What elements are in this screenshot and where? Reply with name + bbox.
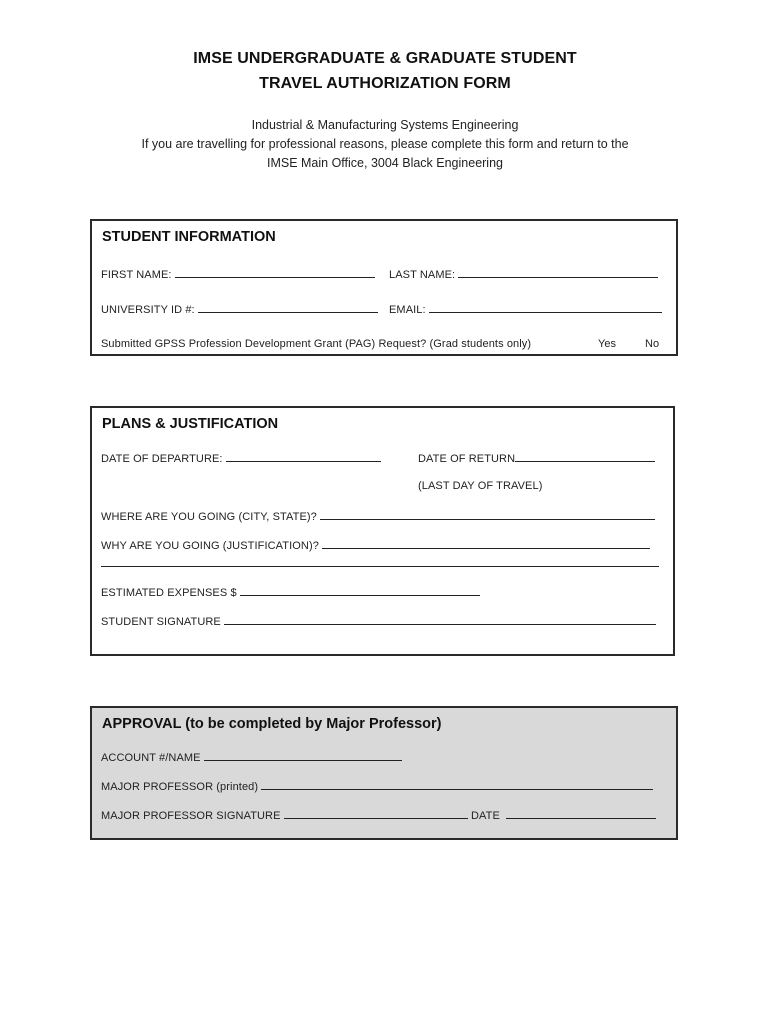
departure-date-label: DATE OF DEPARTURE: [101, 453, 223, 465]
pag-question: Submitted GPSS Profession Development Grant (PAG) Request? (Grad students only) [101, 338, 532, 350]
destination-line[interactable] [320, 509, 655, 520]
destination-label: WHERE ARE YOU GOING (CITY, STATE)? [101, 511, 317, 523]
university-id-label: UNIVERSITY ID #: [101, 304, 195, 316]
professor-signature-line[interactable] [284, 808, 468, 819]
pag-no-option[interactable]: No [645, 338, 660, 350]
pag-yes-option[interactable]: Yes [598, 338, 616, 350]
justification-line[interactable] [322, 538, 650, 549]
account-field[interactable] [101, 750, 402, 764]
professor-printed-field[interactable] [101, 779, 653, 793]
expenses-field[interactable] [101, 585, 480, 599]
departure-date-field[interactable] [101, 451, 381, 465]
account-line[interactable] [204, 750, 402, 761]
student-information-section [90, 219, 678, 356]
account-label: ACCOUNT #/NAME [101, 752, 201, 764]
instructions-line2: IMSE Main Office, 3004 Black Engineering [266, 156, 503, 170]
expenses-label: ESTIMATED EXPENSES $ [101, 587, 237, 599]
approval-section [90, 706, 678, 840]
return-date-field[interactable] [418, 451, 655, 465]
approval-date-line[interactable] [506, 808, 656, 819]
approval-date-label: DATE [471, 810, 500, 822]
departure-date-line[interactable] [226, 451, 381, 462]
student-signature-line[interactable] [224, 614, 656, 625]
justification-continuation[interactable] [101, 556, 659, 570]
student-information-heading: STUDENT INFORMATION [102, 229, 276, 245]
expenses-line[interactable] [240, 585, 480, 596]
email-line[interactable] [429, 302, 662, 313]
professor-signature-label: MAJOR PROFESSOR SIGNATURE [101, 810, 281, 822]
last-name-field[interactable] [389, 267, 658, 281]
justification-field[interactable] [101, 538, 650, 552]
email-field[interactable] [389, 302, 662, 316]
instructions-line1: If you are travelling for professional reasons, please complete this form and return to the [141, 137, 629, 151]
student-signature-field[interactable] [101, 614, 656, 628]
university-id-field[interactable] [101, 302, 378, 316]
last-name-line[interactable] [458, 267, 658, 278]
approval-heading: APPROVAL (to be completed by Major Professor) [102, 716, 442, 732]
return-date-label: DATE OF RETURN [418, 453, 516, 465]
first-name-line[interactable] [175, 267, 375, 278]
last-name-label: LAST NAME: [389, 269, 456, 281]
plans-justification-heading: PLANS & JUSTIFICATION [102, 416, 279, 432]
justification-label: WHY ARE YOU GOING (JUSTIFICATION)? [101, 540, 319, 552]
university-id-line[interactable] [198, 302, 378, 313]
form-title-line1: IMSE UNDERGRADUATE & GRADUATE STUDENT [193, 50, 577, 67]
student-signature-label: STUDENT SIGNATURE [101, 616, 221, 628]
return-date-line[interactable] [515, 451, 655, 462]
justification-line-2[interactable] [101, 556, 659, 567]
first-name-field[interactable] [101, 267, 375, 281]
professor-printed-label: MAJOR PROFESSOR (printed) [101, 781, 259, 793]
approval-date-field[interactable] [471, 808, 656, 822]
plans-justification-section [90, 406, 675, 656]
last-day-note: (LAST DAY OF TRAVEL) [418, 480, 543, 492]
email-label: EMAIL: [389, 304, 426, 316]
professor-signature-field[interactable] [101, 808, 468, 822]
department-name: Industrial & Manufacturing Systems Engineering [251, 118, 519, 132]
first-name-label: FIRST NAME: [101, 269, 172, 281]
professor-printed-line[interactable] [261, 779, 653, 790]
form-title-line2: TRAVEL AUTHORIZATION FORM [259, 75, 511, 92]
destination-field[interactable] [101, 509, 655, 523]
